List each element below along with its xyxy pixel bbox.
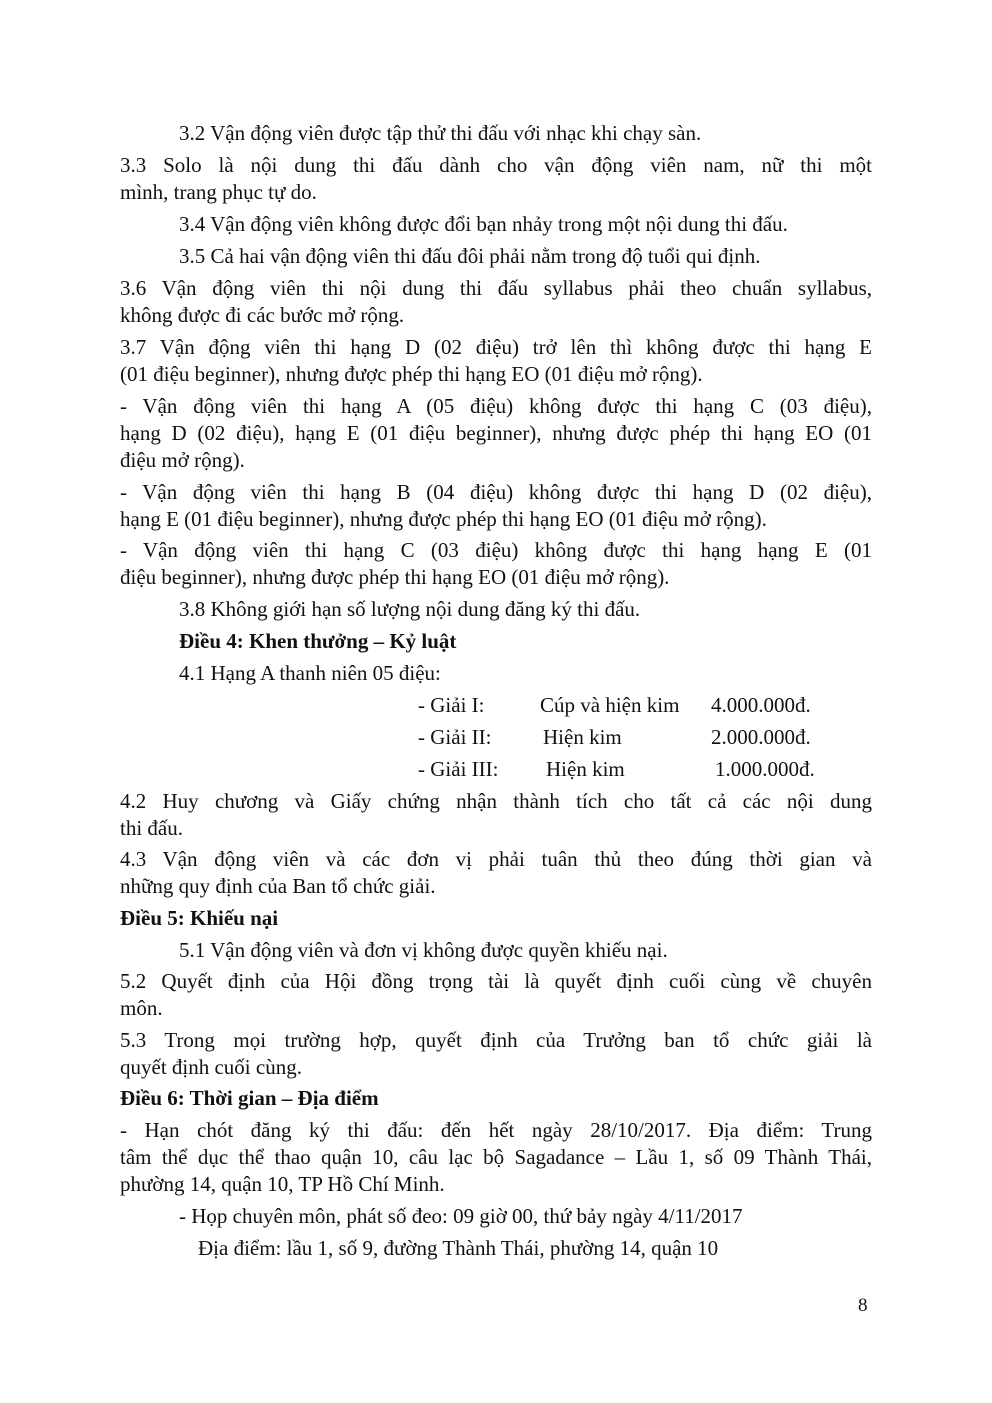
rule-3-4: 3.4 Vận động viên không được đổi bạn nhảy trong một nội dung thi đấu. (179, 212, 788, 236)
rule-3-7-a-line-1: - Vận động viên thi hạng A (05 điệu) không được thi hạng C (03 điệu), (120, 394, 872, 418)
rule-3-2: 3.2 Vận động viên được tập thử thi đấu với nhạc khi chạy sàn. (179, 121, 702, 145)
rule-3-8: 3.8 Không giới hạn số lượng nội dung đăng ký thi đấu. (179, 597, 641, 621)
rule-3-7-a-line-2: hạng D (02 điệu), hạng E (01 điệu beginner), nhưng được phép thi hạng EO (01 (120, 421, 872, 445)
prize-amount: 2.000.000đ. (711, 725, 811, 749)
meeting-venue: Địa điểm: lầu 1, số 9, đường Thành Thái, phường 14, quận 10 (198, 1236, 719, 1260)
rule-4-1: 4.1 Hạng A thanh niên 05 điệu: (179, 661, 441, 685)
rule-3-7-b-line-1: - Vận động viên thi hạng B (04 điệu) không được thi hạng D (02 điệu), (120, 480, 872, 504)
rule-3-7-line-1: 3.7 Vận động viên thi hạng D (02 điệu) trở lên thì không được thi hạng E (120, 335, 872, 359)
article-4-heading: Điều 4: Khen thưởng – Kỷ luật (179, 629, 457, 653)
prize-award: Hiện kim (543, 725, 622, 749)
rule-3-7-line-2: (01 điệu beginner), nhưng được phép thi hạng EO (01 điệu mở rộng). (120, 362, 703, 386)
prize-rank: - Giải III: (418, 757, 499, 781)
rule-5-2-line-1: 5.2 Quyết định của Hội đồng trọng tài là quyết định cuối cùng về chuyên (120, 969, 872, 993)
rule-3-6-line-2: không được đi các bước mở rộng. (120, 303, 405, 327)
rule-3-3-line-2: mình, trang phục tự do. (120, 180, 317, 204)
article-6-heading: Điều 6: Thời gian – Địa điểm (120, 1086, 379, 1110)
deadline-line-2: tâm thể dục thể thao quận 10, câu lạc bộ Sagadance – Lầu 1, số 09 Thành Thái, (120, 1145, 872, 1169)
page-number: 8 (858, 1295, 868, 1316)
rule-3-7-b-line-2: hạng E (01 điệu beginner), nhưng được phép thi hạng EO (01 điệu mở rộng). (120, 507, 767, 531)
rule-5-3-line-2: quyết định cuối cùng. (120, 1055, 302, 1079)
article-5-heading: Điều 5: Khiếu nại (120, 906, 279, 930)
prize-amount: 1.000.000đ. (715, 757, 815, 781)
rule-3-7-a-line-3: điệu mở rộng). (120, 448, 245, 472)
prize-amount: 4.000.000đ. (711, 693, 811, 717)
rule-4-2-line-2: thi đấu. (120, 816, 183, 840)
meeting-info: - Họp chuyên môn, phát số đeo: 09 giờ 00, thứ bảy ngày 4/11/2017 (179, 1204, 743, 1228)
rule-5-2-line-2: môn. (120, 996, 163, 1020)
prize-rank: - Giải II: (418, 725, 492, 749)
prize-rank: - Giải I: (418, 693, 485, 717)
deadline-line-3: phường 14, quận 10, TP Hồ Chí Minh. (120, 1172, 445, 1196)
prize-award: Cúp và hiện kim (540, 693, 680, 717)
rule-5-1: 5.1 Vận động viên và đơn vị không được quyền khiếu nại. (179, 938, 668, 962)
rule-4-3-line-1: 4.3 Vận động viên và các đơn vị phải tuân thủ theo đúng thời gian và (120, 847, 872, 871)
rule-4-2-line-1: 4.2 Huy chương và Giấy chứng nhận thành tích cho tất cả các nội dung (120, 789, 872, 813)
rule-4-3-line-2: những quy định của Ban tổ chức giải. (120, 874, 436, 898)
rule-3-3-line-1: 3.3 Solo là nội dung thi đấu dành cho vận động viên nam, nữ thi một (120, 153, 872, 177)
prize-award: Hiện kim (546, 757, 625, 781)
deadline-line-1: - Hạn chót đăng ký thi đấu: đến hết ngày 28/10/2017. Địa điểm: Trung (120, 1118, 872, 1142)
rule-3-7-c-line-2: điệu beginner), nhưng được phép thi hạng EO (01 điệu mở rộng). (120, 565, 670, 589)
rule-3-5: 3.5 Cả hai vận động viên thi đấu đôi phải nằm trong độ tuổi qui định. (179, 244, 761, 268)
rule-3-7-c-line-1: - Vận động viên thi hạng C (03 điệu) không được thi hạng hạng E (01 (120, 538, 872, 562)
rule-5-3-line-1: 5.3 Trong mọi trường hợp, quyết định của Trưởng ban tổ chức giải là (120, 1028, 872, 1052)
rule-3-6-line-1: 3.6 Vận động viên thi nội dung thi đấu syllabus phải theo chuẩn syllabus, (120, 276, 872, 300)
